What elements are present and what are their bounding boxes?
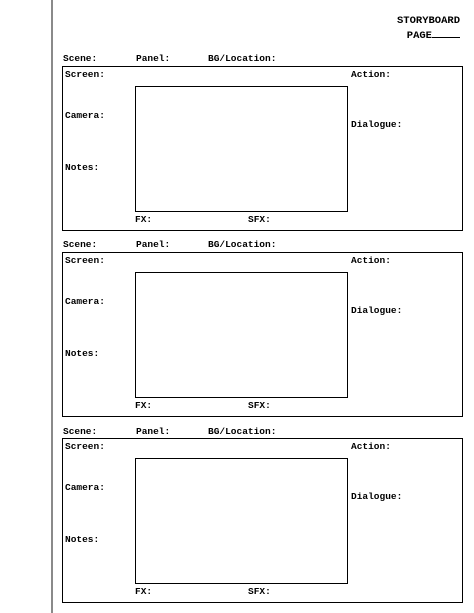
page-number-blank[interactable] xyxy=(432,28,460,38)
fx-label: FX: xyxy=(135,400,153,411)
dialogue-label: Dialogue: xyxy=(351,305,403,316)
sfx-label: SFX: xyxy=(248,586,271,597)
bg-location-field: BG/Location: xyxy=(208,53,277,64)
storyboard-title xyxy=(397,15,460,43)
drawing-frame[interactable] xyxy=(135,86,348,212)
panel-box xyxy=(62,438,463,603)
action-label: Action: xyxy=(351,441,391,452)
scene-field: Scene: xyxy=(63,239,98,250)
margin-line xyxy=(51,0,53,613)
action-label: Action: xyxy=(351,69,391,80)
camera-label: Camera: xyxy=(65,110,105,121)
dialogue-label: Dialogue: xyxy=(351,119,403,130)
camera-label: Camera: xyxy=(65,482,105,493)
page-number-row xyxy=(397,28,460,43)
panel-field: Panel: xyxy=(136,426,171,437)
bg-location-field: BG/Location: xyxy=(208,239,277,250)
sfx-label: SFX: xyxy=(248,400,271,411)
screen-label: Screen: xyxy=(65,69,105,80)
screen-label: Screen: xyxy=(65,255,105,266)
screen-label: Screen: xyxy=(65,441,105,452)
notes-label: Notes: xyxy=(65,534,100,545)
notes-label: Notes: xyxy=(65,348,100,359)
notes-label: Notes: xyxy=(65,162,100,173)
page-label: PAGE xyxy=(406,30,432,42)
camera-label: Camera: xyxy=(65,296,105,307)
sfx-label: SFX: xyxy=(248,214,271,225)
scene-field: Scene: xyxy=(63,53,98,64)
scene-field: Scene: xyxy=(63,426,98,437)
dialogue-label: Dialogue: xyxy=(351,491,403,502)
bg-location-field: BG/Location: xyxy=(208,426,277,437)
panel-box xyxy=(62,252,463,417)
panel-field: Panel: xyxy=(136,53,171,64)
fx-label: FX: xyxy=(135,586,153,597)
panel-field: Panel: xyxy=(136,239,171,250)
drawing-frame[interactable] xyxy=(135,458,348,584)
title-text: STORYBOARD xyxy=(396,15,460,27)
panel-box xyxy=(62,66,463,231)
drawing-frame[interactable] xyxy=(135,272,348,398)
action-label: Action: xyxy=(351,255,391,266)
fx-label: FX: xyxy=(135,214,153,225)
